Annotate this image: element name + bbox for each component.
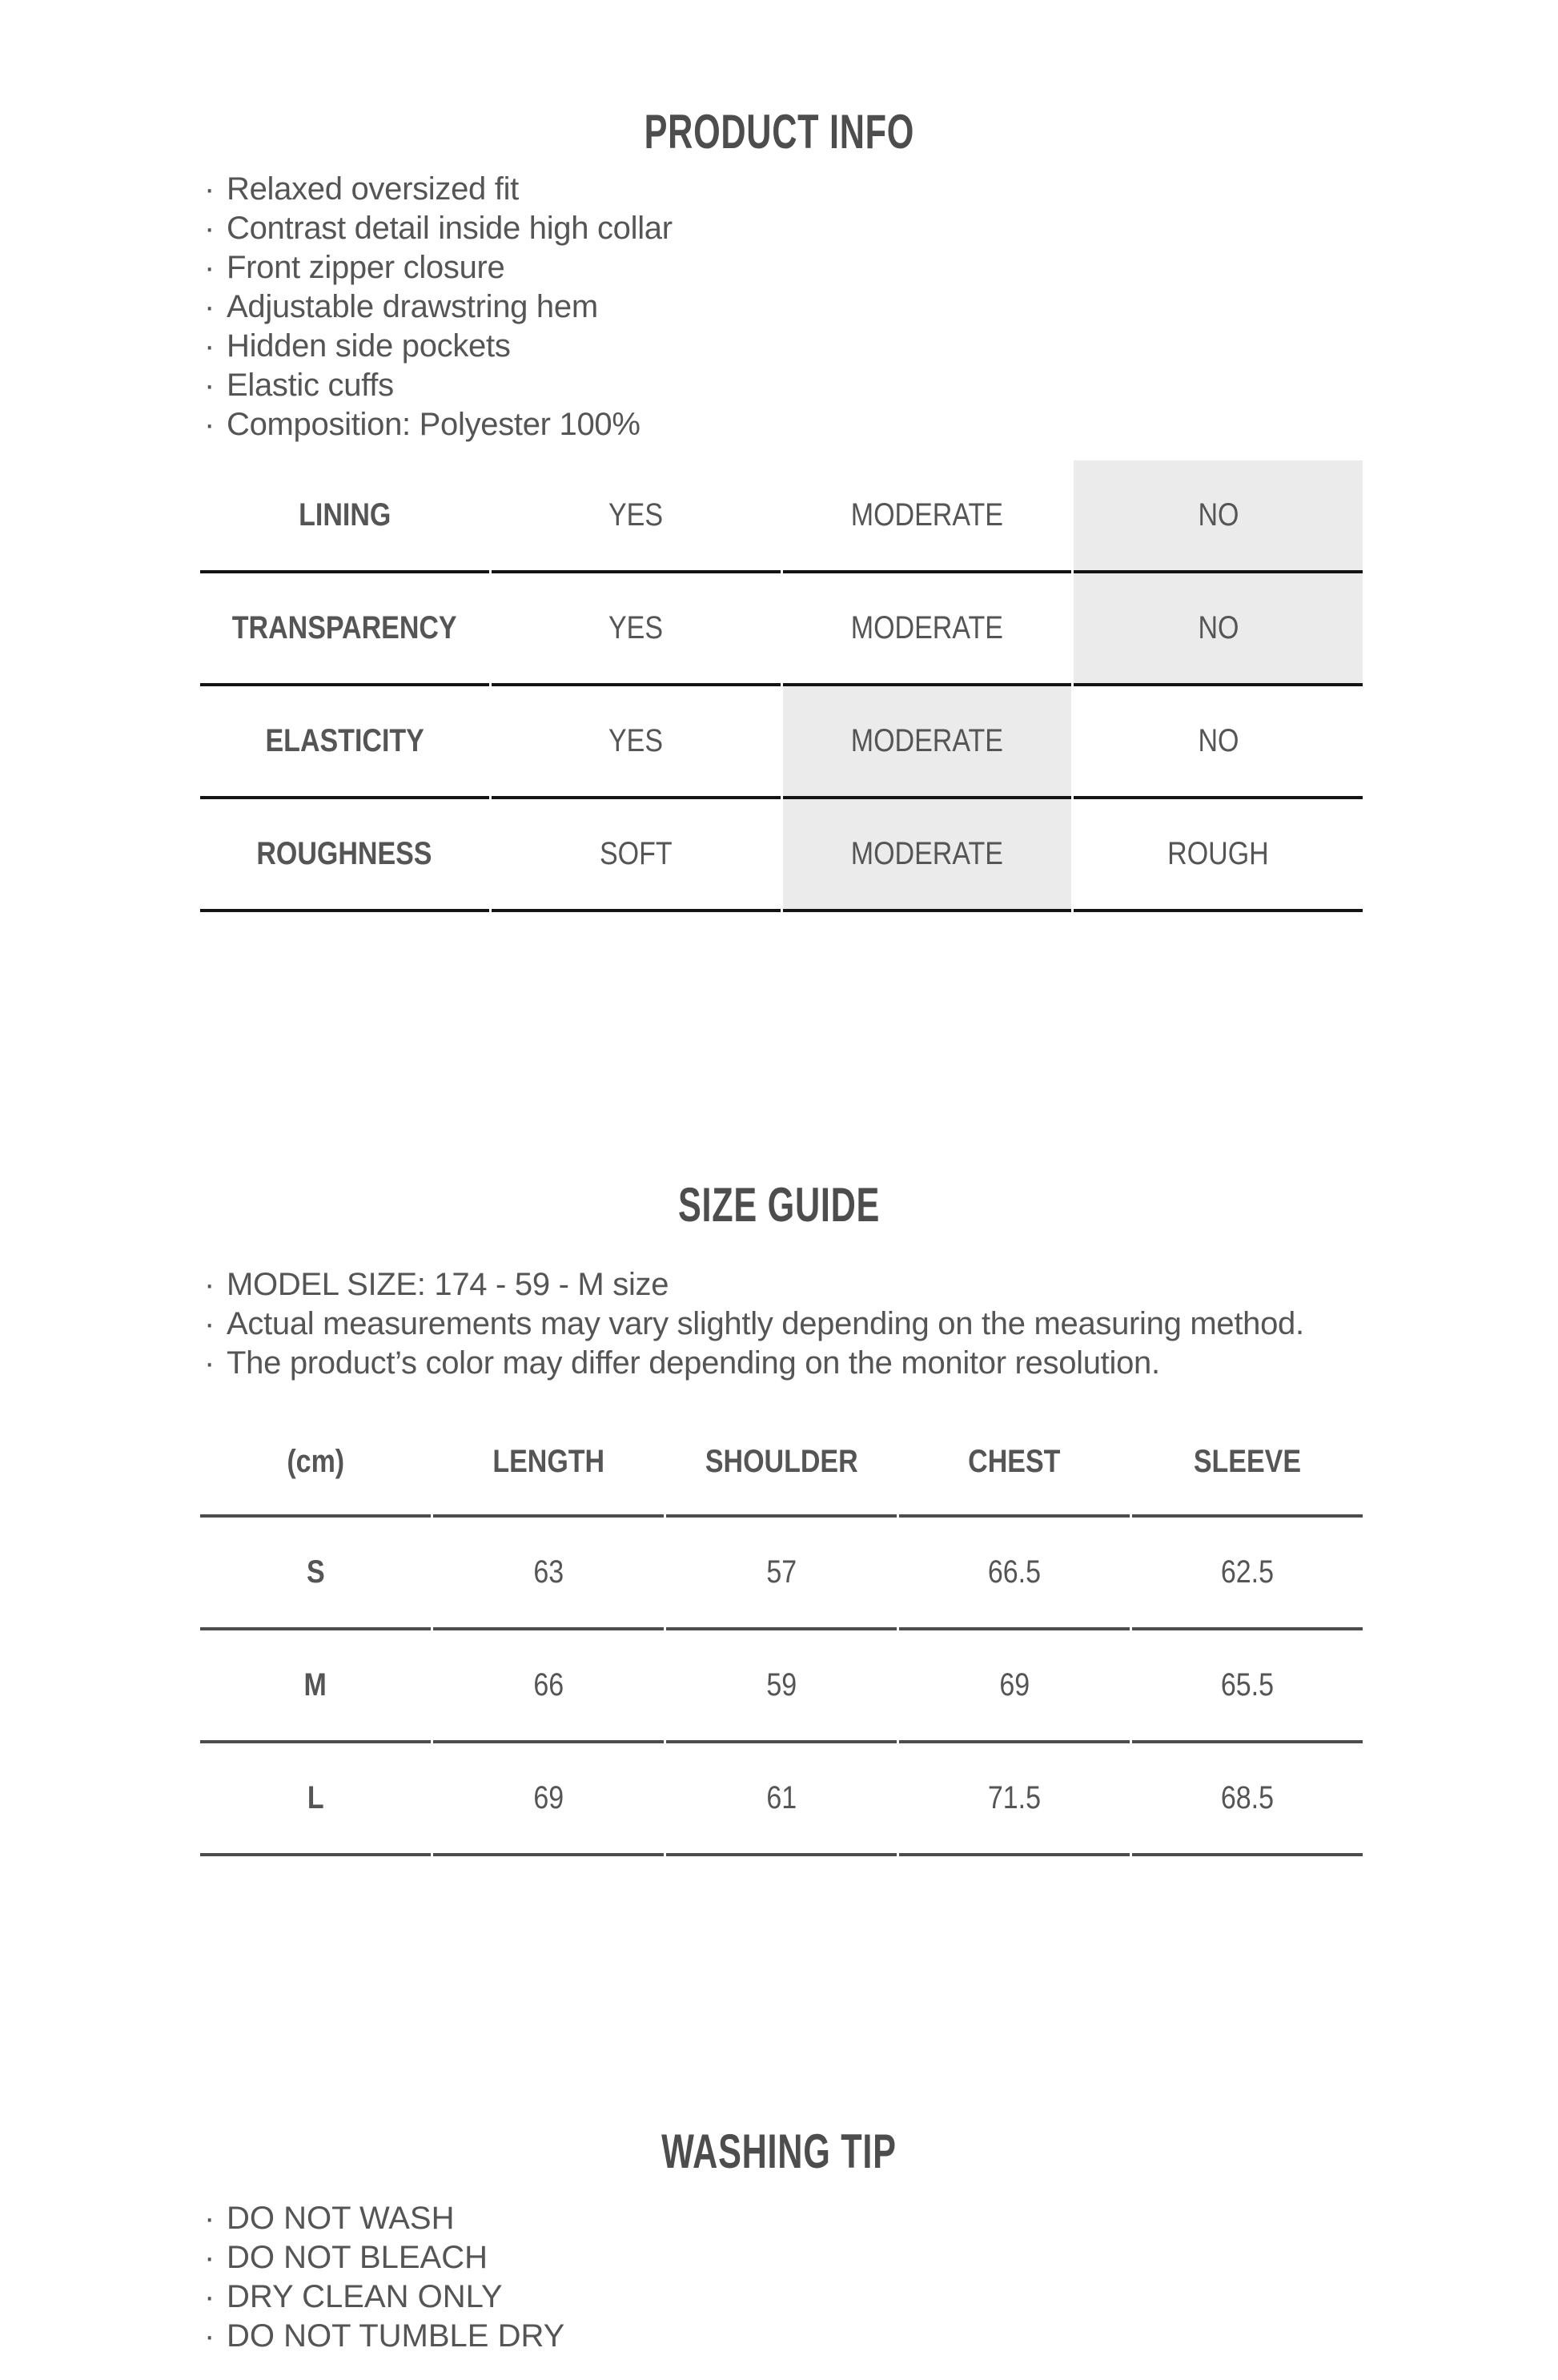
product-info-title: [0, 103, 1558, 162]
product-info-bullet: · Relaxed oversized fit: [198, 170, 673, 209]
attribute-option: MODERATE: [783, 573, 1072, 686]
attribute-label: LINING: [200, 460, 489, 573]
table-row: [200, 1630, 1363, 1743]
size-chart-table: [198, 1409, 1365, 1856]
table-row: [200, 1518, 1363, 1630]
attribute-label: ELASTICITY: [200, 686, 489, 799]
size-guide-note: · Actual measurements may vary slightly depending on the measuring method.: [198, 1305, 1304, 1344]
size-chart-column-header: SLEEVE: [1132, 1409, 1363, 1518]
table-row: [200, 799, 1363, 912]
attribute-option-selected: NO: [1074, 573, 1363, 686]
size-value: 61: [666, 1743, 897, 1856]
attribute-option: NO: [1074, 686, 1363, 799]
size-chart-column-header: SHOULDER: [666, 1409, 897, 1518]
washing-tip-list: [198, 2199, 564, 2356]
size-value: 66: [433, 1630, 664, 1743]
size-guide-title-text: SIZE GUIDE: [677, 1177, 881, 1232]
table-row: [200, 460, 1363, 573]
size-value: 66.5: [899, 1518, 1130, 1630]
fabric-attribute-table: [198, 460, 1365, 912]
washing-tip-title-text: WASHING TIP: [661, 2124, 897, 2178]
size-value: 69: [899, 1630, 1130, 1743]
attribute-option: YES: [492, 573, 781, 686]
attribute-option: YES: [492, 460, 781, 573]
size-guide-note-list: [198, 1265, 1304, 1383]
product-info-title-text: PRODUCT INFO: [644, 104, 914, 159]
product-info-bullet: · Adjustable drawstring hem: [198, 287, 673, 327]
size-value: 62.5: [1132, 1518, 1363, 1630]
attribute-label: TRANSPARENCY: [200, 573, 489, 686]
attribute-option: MODERATE: [783, 460, 1072, 573]
size-value: 71.5: [899, 1743, 1130, 1856]
size-value: 69: [433, 1743, 664, 1856]
attribute-option: SOFT: [492, 799, 781, 912]
product-info-bullet: · Contrast detail inside high collar: [198, 209, 673, 248]
washing-tip-title: [0, 2122, 1558, 2181]
washing-tip-item: · DO NOT BLEACH: [198, 2238, 564, 2277]
size-chart-column-header: CHEST: [899, 1409, 1130, 1518]
washing-tip-item: · DO NOT WASH: [198, 2199, 564, 2238]
size-row-label: M: [200, 1630, 431, 1743]
product-info-bullet: · Front zipper closure: [198, 248, 673, 287]
size-value: 57: [666, 1518, 897, 1630]
size-value: 63: [433, 1518, 664, 1630]
attribute-option-selected: MODERATE: [783, 686, 1072, 799]
attribute-option: ROUGH: [1074, 799, 1363, 912]
product-info-bullet: · Composition: Polyester 100%: [198, 405, 673, 444]
washing-tip-item: · DO NOT TUMBLE DRY: [198, 2317, 564, 2356]
product-info-bullet: · Elastic cuffs: [198, 366, 673, 405]
attribute-option-selected: NO: [1074, 460, 1363, 573]
size-chart-column-header: LENGTH: [433, 1409, 664, 1518]
size-chart-header-row: [200, 1409, 1363, 1518]
table-row: [200, 1743, 1363, 1856]
size-row-label: L: [200, 1743, 431, 1856]
washing-tip-item: · DRY CLEAN ONLY: [198, 2277, 564, 2317]
size-row-label: S: [200, 1518, 431, 1630]
product-info-bullet: · Hidden side pockets: [198, 327, 673, 366]
table-row: [200, 573, 1363, 686]
size-guide-note: · The product’s color may differ depending on the monitor resolution.: [198, 1344, 1304, 1383]
size-value: 59: [666, 1630, 897, 1743]
size-value: 68.5: [1132, 1743, 1363, 1856]
size-guide-title: [0, 1176, 1558, 1235]
size-chart-unit-header: (cm): [200, 1409, 431, 1518]
product-info-bullet-list: [198, 170, 673, 444]
attribute-option-selected: MODERATE: [783, 799, 1072, 912]
attribute-option: YES: [492, 686, 781, 799]
size-guide-note: · MODEL SIZE: 174 - 59 - M size: [198, 1265, 1304, 1305]
attribute-label: ROUGHNESS: [200, 799, 489, 912]
table-row: [200, 686, 1363, 799]
size-value: 65.5: [1132, 1630, 1363, 1743]
